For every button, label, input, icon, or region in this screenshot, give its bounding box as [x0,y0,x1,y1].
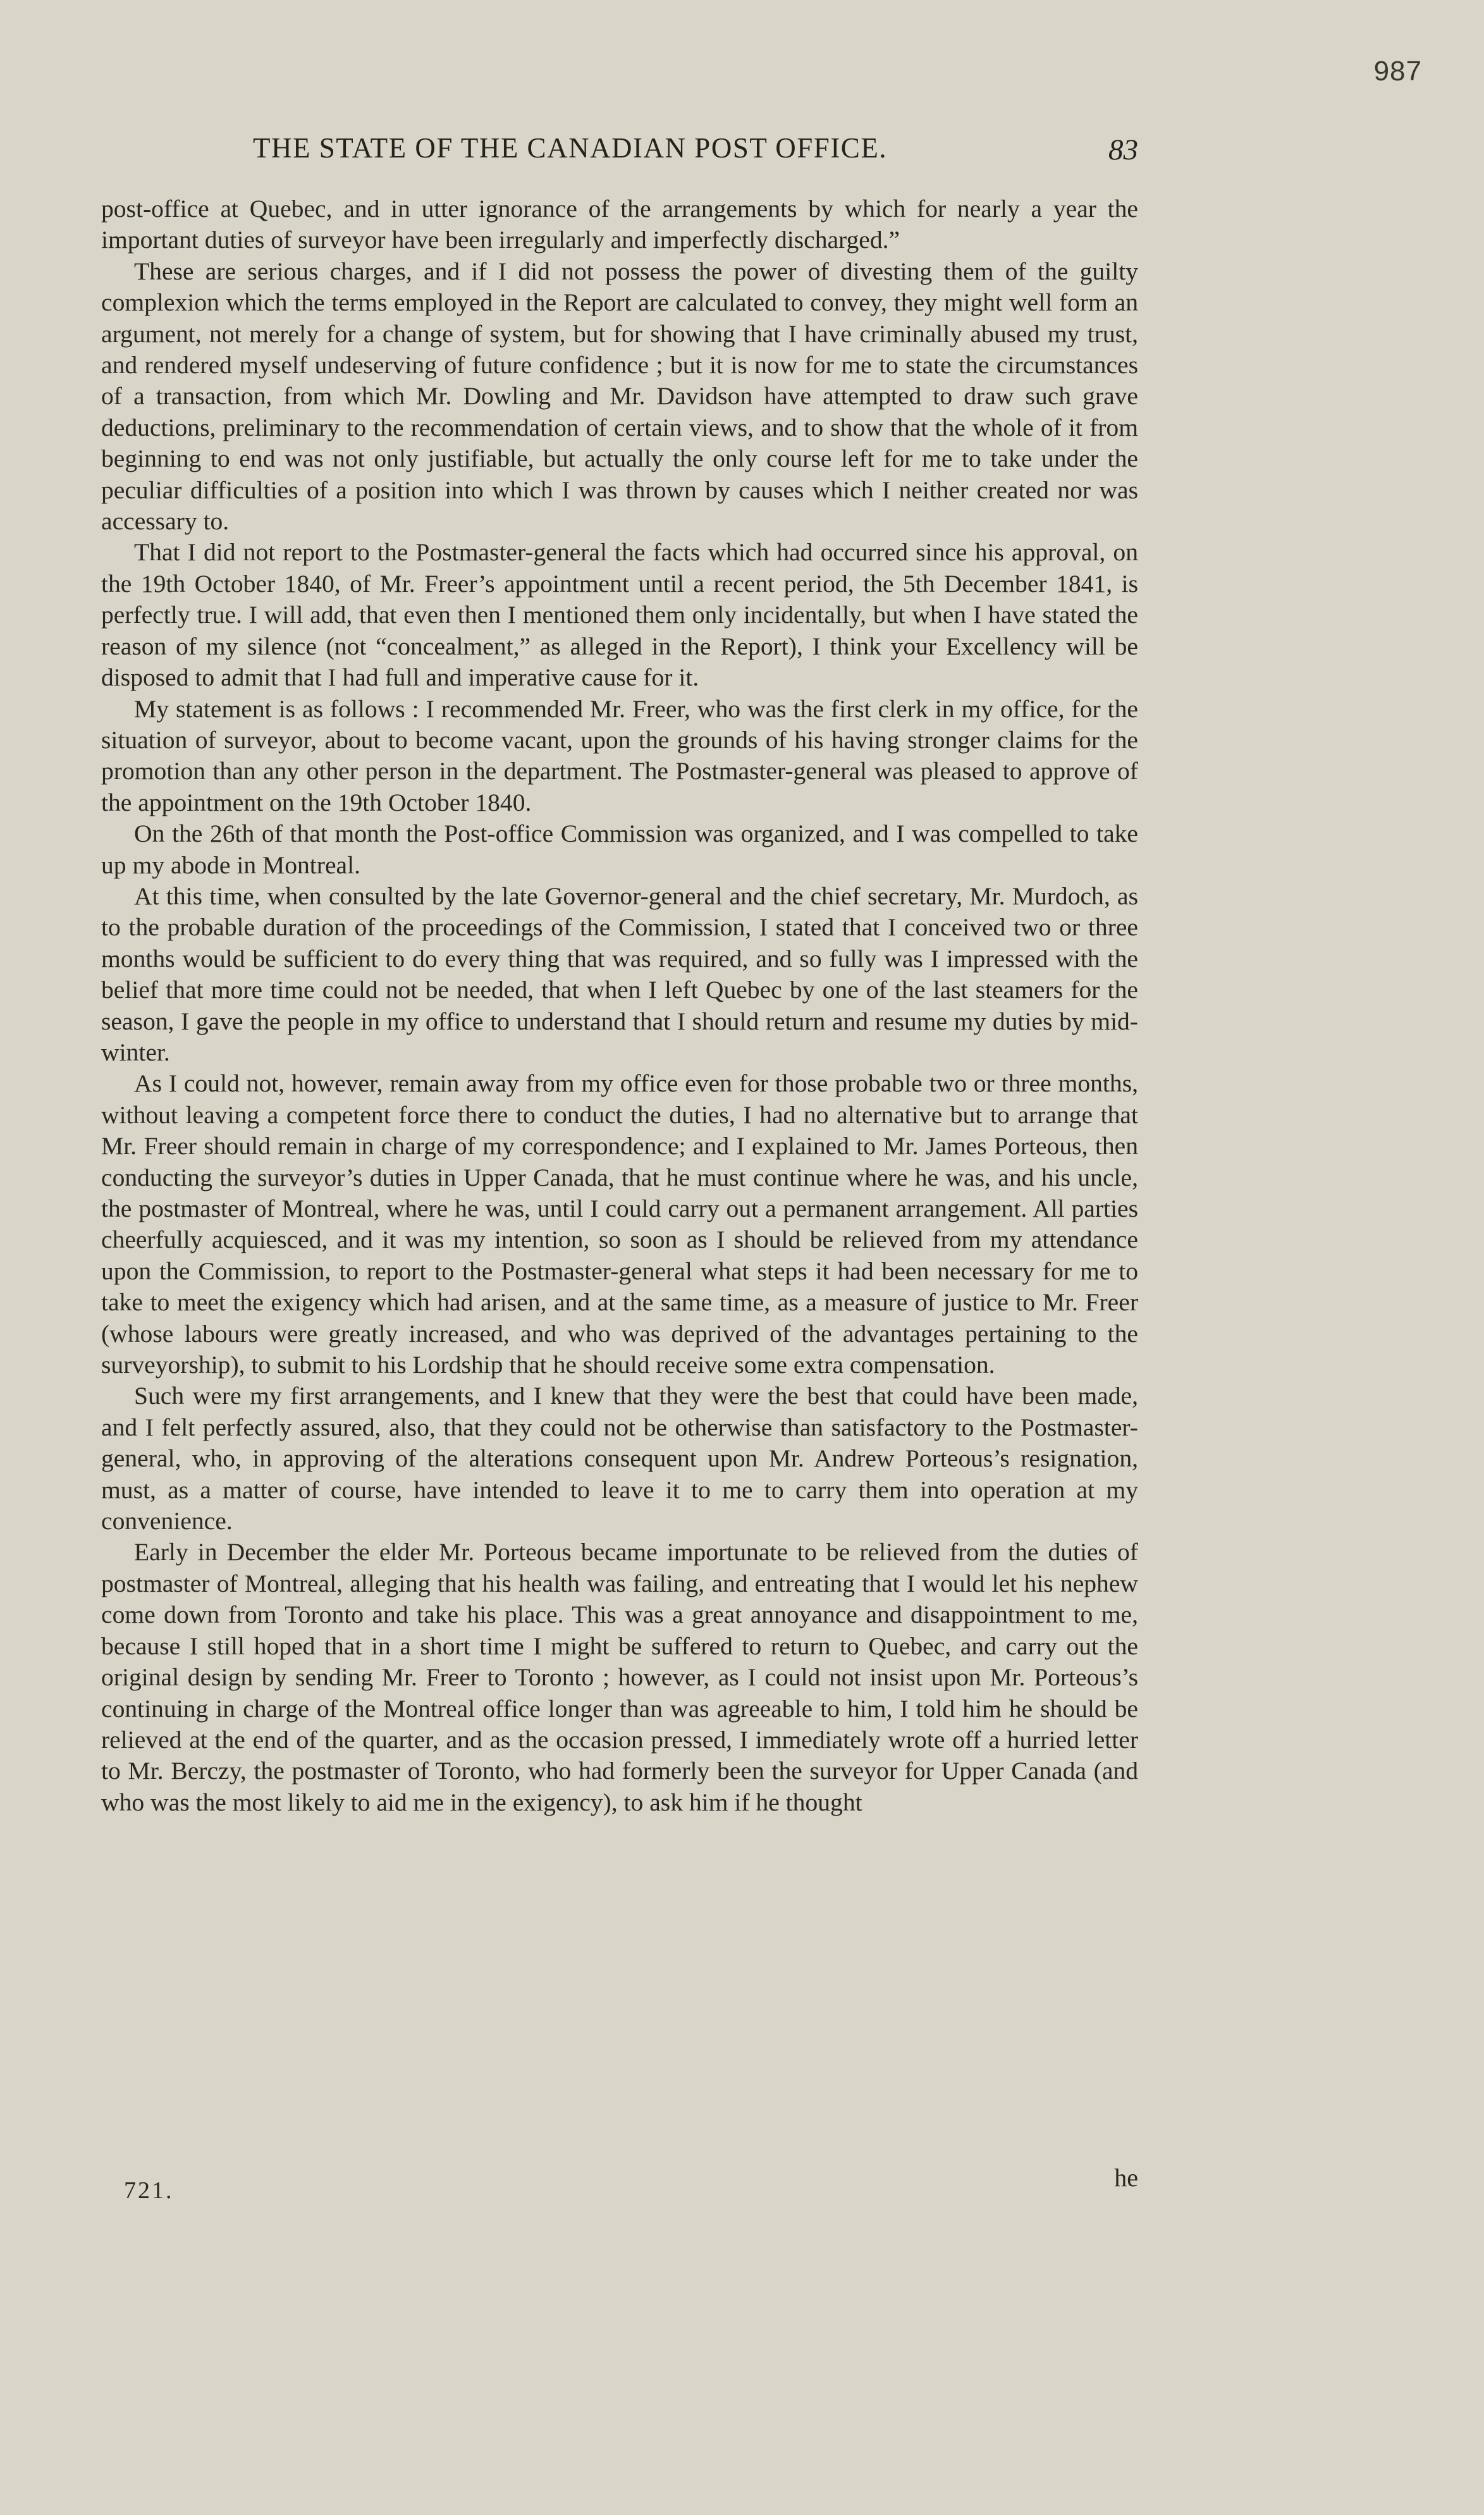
body-text [101,194,1138,1818]
paragraph: These are serious charges, and if I did not possess the power of divesting them of the guilty complexion which the terms employed in the Report are calculated to convey, they might well form an argument, not merely for a change of system, but for showing that I have criminally abused my trust, and rendered myself undeserving of future confidence ; but it is now for me to state the circumstances of a transaction, from which Mr. Dowling and Mr. Davidson have attempted to draw such grave deductions, preliminary to the recommendation of certain views, and to show that the whole of it from beginning to end was not only justifiable, but actually the only course left for me to take under the peculiar difficulties of a position into which I was thrown by causes which I neither created nor was accessary to. [101,257,1138,536]
running-page-number: 83 [1108,133,1138,166]
outer-page-number: 987 [1373,56,1422,87]
running-title: THE STATE OF THE CANADIAN POST OFFICE. [253,132,888,164]
catchword: he [1114,2163,1138,2192]
paragraph-continued: post-office at Quebec, and in utter ignorance of the arrangements by which for nearly a year the important duties of surveyor have been irregularly and imperfectly discharged.” [101,195,1138,254]
running-head [101,132,1138,176]
paragraph: On the 26th of that month the Post-office Commission was organized, and I was compelled to take up my abode in Montreal. [101,820,1138,879]
paragraph: At this time, when consulted by the late Governor-general and the chief secretary, Mr. Murdoch, as to the probable duration of the proceedings of the Commission, I stated that I conceived two or three months would be sufficient to do every thing that was required, and so fully was I impressed with the belief that more time could not be needed, that when I left Quebec by one of the last steamers for the season, I gave the people in my office to understand that I should return and resume my duties by mid-winter. [101,882,1138,1066]
signature-mark: 721. [124,2177,174,2204]
page-footer [101,2163,1138,2215]
paragraph: That I did not report to the Postmaster-general the facts which had occurred since his approval, on the 19th October 1840, of Mr. Freer’s appointment until a recent period, the 5th December 1841, is perfectly true. I will add, that even then I mentioned them only incidentally, but when I have stated the reason of my silence (not “concealment,” as alleged in the Report), I think your Excellency will be disposed to admit that I had full and imperative cause for it. [101,538,1138,692]
paragraph: Early in December the elder Mr. Porteous became importunate to be relieved from the duties of postmaster of Montreal, alleging that his health was failing, and entreating that I would let his nephew come down from Toronto and take his place. This was a great annoyance and disappointment to me, because I still hoped that in a short time I might be suffered to return to Quebec, and carry out the original design by sending Mr. Freer to Toronto ; however, as I could not insist upon Mr. Porteous’s continuing in charge of the Montreal office longer than was agreeable to him, I told him he should be relieved at the end of the quarter, and as the occasion pressed, I immediately wrote off a hurried letter to Mr. Berczy, the postmaster of Toronto, who had formerly been the surveyor for Upper Canada (and who was the most likely to aid me in the exigency), to ask him if he thought [101,1538,1138,1816]
paragraph: My statement is as follows : I recommended Mr. Freer, who was the first clerk in my office, for the situation of surveyor, about to become vacant, upon the grounds of his having stronger claims for the promotion than any other person in the department. The Postmaster-general was pleased to approve of the appointment on the 19th October 1840. [101,694,1138,816]
paragraph: Such were my first arrangements, and I knew that they were the best that could have been made, and I felt perfectly assured, also, that they could not be otherwise than satisfactory to the Postmaster-general, who, in approving of the alterations consequent upon Mr. Andrew Porteous’s resignation, must, as a matter of course, have intended to leave it to me to carry them into operation at my convenience. [101,1382,1138,1535]
paragraph: As I could not, however, remain away from my office even for those probable two or three months, without leaving a competent force there to conduct the duties, I had no alternative but to arrange that Mr. Freer should remain in charge of my correspondence; and I explained to Mr. James Porteous, then conducting the surveyor’s duties in Upper Canada, that he must continue where he was, and his uncle, the postmaster of Montreal, where he was, until I could carry out a permanent arrangement. All parties cheerfully acquiesced, and it was my intention, so soon as I should be relieved from my attendance upon the Commission, to report to the Postmaster-general what steps it had been necessary for me to take to meet the exigency which had arisen, and at the same time, as a measure of justice to Mr. Freer (whose labours were greatly increased, and who was deprived of the advantages pertaining to the surveyorship), to submit to his Lordship that he should receive some extra compensation. [101,1069,1138,1379]
